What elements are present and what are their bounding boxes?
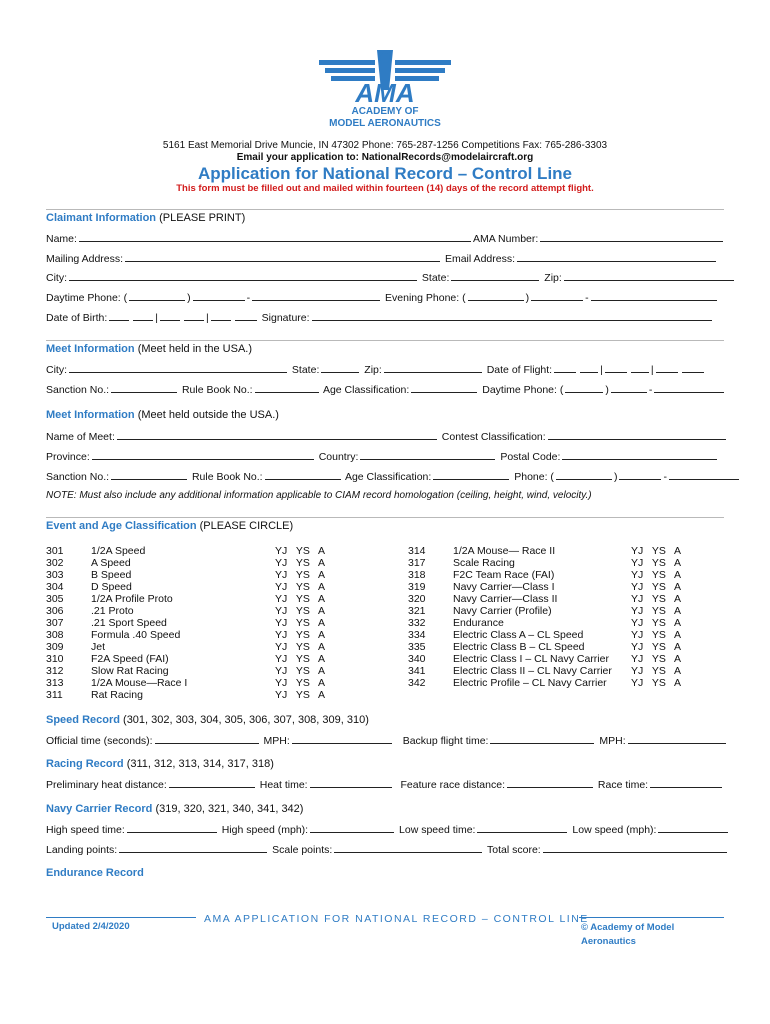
event-name: 1/2A Profile Proto	[91, 593, 173, 605]
age-class-options[interactable]: YJ YS A	[631, 605, 681, 617]
high-speed-time-field[interactable]	[127, 823, 217, 833]
scale-points-field[interactable]	[334, 843, 482, 853]
event-row	[46, 545, 325, 557]
event-name: Jet	[91, 641, 106, 653]
event-row	[46, 581, 325, 593]
event-row	[46, 641, 325, 653]
phone-row: Daytime Phone: ( ) - Evening Phone: ( ) -	[46, 291, 719, 304]
outside-phone-1[interactable]	[619, 470, 661, 480]
divider	[46, 340, 724, 341]
event-name: .21 Sport Speed	[91, 617, 167, 629]
email-line: Email your application to: NationalRecords@modelaircraft.org	[236, 152, 534, 163]
event-row	[408, 629, 681, 641]
age-class-options[interactable]: YJ YS A	[631, 557, 681, 569]
svg-text:MODEL AERONAUTICS: MODEL AERONAUTICS	[329, 118, 441, 128]
day-phone-1[interactable]	[193, 291, 245, 301]
sanction-field[interactable]	[111, 383, 177, 393]
total-score-field[interactable]	[543, 843, 727, 853]
event-code: 319	[408, 581, 426, 593]
eve-phone-1[interactable]	[531, 291, 583, 301]
flight-date-6[interactable]	[682, 363, 704, 373]
address-line: 5161 East Memorial Drive Muncie, IN 47302 Phone: 765-287-1256 Competitions Fax: 765-286-3303	[162, 140, 608, 151]
event-row	[46, 557, 325, 569]
endurance-heading: Endurance Record	[46, 867, 144, 879]
event-code: 313	[46, 677, 64, 689]
postal-code-field[interactable]	[562, 450, 717, 460]
age-class-options[interactable]: YJ YS A	[275, 677, 325, 689]
flight-date-4[interactable]	[631, 363, 649, 373]
divider	[46, 209, 724, 210]
age-class-options[interactable]: YJ YS A	[631, 545, 681, 557]
event-name: 1/2A Mouse—Race I	[91, 677, 188, 689]
event-name: .21 Proto	[91, 605, 134, 617]
age-class-options[interactable]: YJ YS A	[275, 557, 325, 569]
age-class-options[interactable]: YJ YS A	[275, 569, 325, 581]
event-row	[408, 557, 681, 569]
outside-rule-book-field[interactable]	[265, 470, 341, 480]
meet-name-field[interactable]	[117, 430, 437, 440]
event-row	[46, 653, 325, 665]
speed-heading: Speed Record (301, 302, 303, 304, 305, 306, 307, 308, 309, 310)	[46, 714, 369, 726]
event-code: 318	[408, 569, 426, 581]
navy-speed-row: High speed time: High speed (mph): Low speed time: Low speed (mph):	[46, 823, 730, 836]
event-name: B Speed	[91, 569, 132, 581]
event-code: 340	[408, 653, 426, 665]
event-row	[408, 569, 681, 581]
event-name: Electric Class I – CL Navy Carrier	[453, 653, 609, 665]
age-class-options[interactable]: YJ YS A	[631, 641, 681, 653]
event-code: 310	[46, 653, 64, 665]
event-row	[408, 593, 681, 605]
event-code: 307	[46, 617, 64, 629]
meet-state-field[interactable]	[321, 363, 359, 373]
event-code: 309	[46, 641, 64, 653]
event-row	[46, 629, 325, 641]
age-class-options[interactable]: YJ YS A	[631, 569, 681, 581]
event-row	[408, 581, 681, 593]
signature-field[interactable]	[312, 311, 712, 321]
event-code: 314	[408, 545, 426, 557]
meet-area-code[interactable]	[565, 383, 603, 393]
event-code: 335	[408, 641, 426, 653]
meet-phone-2[interactable]	[654, 383, 724, 393]
meet-outside-heading: Meet Information (Meet held outside the USA.)	[46, 409, 279, 421]
outside-phone-2[interactable]	[669, 470, 739, 480]
event-row	[408, 665, 681, 677]
ama-number-field[interactable]	[540, 232, 723, 242]
event-code: 303	[46, 569, 64, 581]
navy-score-row: Landing points: Scale points: Total score:	[46, 843, 729, 856]
event-row	[408, 677, 681, 689]
event-name: Electric Profile – CL Navy Carrier	[453, 677, 607, 689]
race-time-field[interactable]	[650, 778, 722, 788]
event-code: 304	[46, 581, 64, 593]
event-row	[408, 605, 681, 617]
claimant-name-row: Name: AMA Number:	[46, 232, 725, 245]
backup-time-field[interactable]	[490, 734, 594, 744]
event-name: F2A Speed (FAI)	[91, 653, 169, 665]
event-row	[408, 617, 681, 629]
heat-distance-field[interactable]	[169, 778, 255, 788]
age-class-options[interactable]: YJ YS A	[275, 653, 325, 665]
event-row	[46, 617, 325, 629]
event-name: Electric Class II – CL Navy Carrier	[453, 665, 612, 677]
age-class-options[interactable]: YJ YS A	[275, 593, 325, 605]
event-code: 312	[46, 665, 64, 677]
event-code: 317	[408, 557, 426, 569]
meet-zip-field[interactable]	[384, 363, 482, 373]
wings-icon	[315, 50, 455, 128]
dob-1[interactable]	[109, 311, 129, 321]
eve-area-code[interactable]	[468, 291, 524, 301]
event-row	[46, 677, 325, 689]
ama-logo	[315, 50, 455, 128]
event-name: D Speed	[91, 581, 132, 593]
event-row	[408, 641, 681, 653]
dob-row: Date of Birth: | | Signature:	[46, 311, 714, 324]
event-row	[46, 689, 325, 701]
age-class-options[interactable]: YJ YS A	[275, 545, 325, 557]
country-field[interactable]	[360, 450, 495, 460]
event-code: 311	[46, 689, 63, 701]
meet-city-field[interactable]	[69, 363, 287, 373]
event-name: Formula .40 Speed	[91, 629, 181, 641]
events-right-list	[408, 545, 681, 689]
age-class-options[interactable]: YJ YS A	[631, 581, 681, 593]
province-field[interactable]	[92, 450, 314, 460]
outside-area-code[interactable]	[556, 470, 612, 480]
low-speed-mph-field[interactable]	[658, 823, 728, 833]
event-code: 321	[408, 605, 426, 617]
day-phone-2[interactable]	[252, 291, 380, 301]
outside-age-class-field[interactable]	[433, 470, 509, 480]
event-name: Electric Class A – CL Speed	[453, 629, 584, 641]
official-time-field[interactable]	[155, 734, 259, 744]
event-code: 341	[408, 665, 426, 677]
dob-6[interactable]	[235, 311, 257, 321]
age-class-options[interactable]: YJ YS A	[631, 665, 681, 677]
page-title: Application for National Record – Control Line	[197, 164, 573, 183]
meet-usa-city-row: City: State: Zip: Date of Flight: | |	[46, 363, 706, 376]
city-field[interactable]	[69, 271, 417, 281]
event-code: 342	[408, 677, 426, 689]
event-row	[46, 593, 325, 605]
footer-title: AMA APPLICATION FOR NATIONAL RECORD – CONTROL LINE	[204, 913, 589, 925]
age-class-options[interactable]: YJ YS A	[631, 617, 681, 629]
event-name: 1/2A Mouse— Race II	[453, 545, 556, 557]
flight-date-2[interactable]	[580, 363, 598, 373]
claimant-heading: Claimant Information (PLEASE PRINT)	[46, 212, 246, 224]
event-name: Slow Rat Racing	[91, 665, 169, 677]
dob-2[interactable]	[133, 311, 153, 321]
mph-field[interactable]	[292, 734, 392, 744]
event-name: A Speed	[91, 557, 131, 569]
age-class-options[interactable]: YJ YS A	[275, 605, 325, 617]
event-row	[46, 665, 325, 677]
age-class-options[interactable]: YJ YS A	[275, 629, 325, 641]
age-class-field[interactable]	[411, 383, 477, 393]
backup-mph-field[interactable]	[628, 734, 726, 744]
event-row	[46, 569, 325, 581]
flight-date-3[interactable]	[605, 363, 627, 373]
age-class-options[interactable]: YJ YS A	[631, 653, 681, 665]
racing-row: Preliminary heat distance: Heat time: Feature race distance: Race time:	[46, 778, 724, 791]
event-name: Endurance	[453, 617, 504, 629]
flight-date-5[interactable]	[656, 363, 678, 373]
outside-sanction-row: Sanction No.: Rule Book No.: Age Classification: Phone: ( ) -	[46, 470, 741, 483]
low-speed-time-field[interactable]	[477, 823, 567, 833]
age-class-options[interactable]: YJ YS A	[631, 629, 681, 641]
age-class-options[interactable]: YJ YS A	[631, 677, 681, 689]
name-field[interactable]	[79, 232, 471, 242]
event-row	[408, 653, 681, 665]
event-name: 1/2A Speed	[91, 545, 146, 557]
age-class-options[interactable]: YJ YS A	[275, 581, 325, 593]
age-class-options[interactable]: YJ YS A	[275, 665, 325, 677]
mailing-address-field[interactable]	[125, 252, 440, 262]
province-row: Province: Country: Postal Code:	[46, 450, 719, 463]
dob-3[interactable]	[160, 311, 180, 321]
meet-usa-sanction-row: Sanction No.: Rule Book No.: Age Classification: Daytime Phone: ( ) -	[46, 383, 726, 396]
event-name: Navy Carrier—Class I	[453, 581, 555, 593]
zip-field[interactable]	[564, 271, 734, 281]
event-code: 308	[46, 629, 64, 641]
event-code: 305	[46, 593, 64, 605]
event-name: Navy Carrier—Class II	[453, 593, 558, 605]
event-row	[46, 605, 325, 617]
event-code: 301	[46, 545, 64, 557]
age-class-options[interactable]: YJ YS A	[631, 593, 681, 605]
heat-time-field[interactable]	[310, 778, 392, 788]
event-name: Navy Carrier (Profile)	[453, 605, 552, 617]
event-code: 302	[46, 557, 64, 569]
age-class-options[interactable]: YJ YS A	[275, 617, 325, 629]
age-class-options[interactable]: YJ YS A	[275, 641, 325, 653]
divider	[46, 517, 724, 518]
copyright: © Academy of Model Aeronautics	[579, 917, 724, 949]
svg-text:AMA: AMA	[355, 78, 415, 108]
event-code: 332	[408, 617, 426, 629]
event-name: F2C Team Race (FAI)	[453, 569, 555, 581]
mailing-row: Mailing Address: Email Address:	[46, 252, 718, 265]
events-heading: Event and Age Classification (PLEASE CIRCLE)	[46, 520, 294, 532]
age-class-options[interactable]: YJ YS A	[275, 689, 325, 701]
navy-heading: Navy Carrier Record (319, 320, 321, 340, 341, 342)	[46, 803, 304, 815]
updated-date: Updated 2/4/2020	[46, 917, 196, 932]
event-row	[408, 545, 681, 557]
deadline-warning: This form must be filled out and mailed within fourteen (14) days of the record attempt flight.	[176, 183, 594, 194]
contest-class-field[interactable]	[548, 430, 726, 440]
event-name: Electric Class B – CL Speed	[453, 641, 585, 653]
day-area-code[interactable]	[129, 291, 185, 301]
meet-usa-heading: Meet Information (Meet held in the USA.)	[46, 343, 253, 355]
meet-phone-1[interactable]	[611, 383, 647, 393]
event-code: 306	[46, 605, 64, 617]
racing-heading: Racing Record (311, 312, 313, 314, 317, 318)	[46, 758, 274, 770]
state-field[interactable]	[451, 271, 539, 281]
email-address-field[interactable]	[517, 252, 716, 262]
events-left-list	[46, 545, 325, 701]
event-code: 320	[408, 593, 426, 605]
landing-points-field[interactable]	[119, 843, 267, 853]
high-speed-mph-field[interactable]	[310, 823, 394, 833]
flight-date-1[interactable]	[554, 363, 576, 373]
meet-name-row: Name of Meet: Contest Classification:	[46, 430, 728, 443]
event-name: Scale Racing	[453, 557, 515, 569]
city-row: City: State: Zip:	[46, 271, 736, 284]
eve-phone-2[interactable]	[591, 291, 717, 301]
dob-4[interactable]	[184, 311, 204, 321]
event-name: Rat Racing	[91, 689, 143, 701]
feature-distance-field[interactable]	[507, 778, 593, 788]
ciam-note: NOTE: Must also include any additional information applicable to CIAM record homologation (ceiling, height, wind, velocity.)	[46, 490, 592, 501]
rule-book-field[interactable]	[255, 383, 319, 393]
speed-row: Official time (seconds): MPH: Backup flight time: MPH:	[46, 734, 728, 747]
dob-5[interactable]	[211, 311, 231, 321]
event-code: 334	[408, 629, 426, 641]
outside-sanction-field[interactable]	[111, 470, 187, 480]
svg-text:ACADEMY OF: ACADEMY OF	[351, 106, 419, 117]
